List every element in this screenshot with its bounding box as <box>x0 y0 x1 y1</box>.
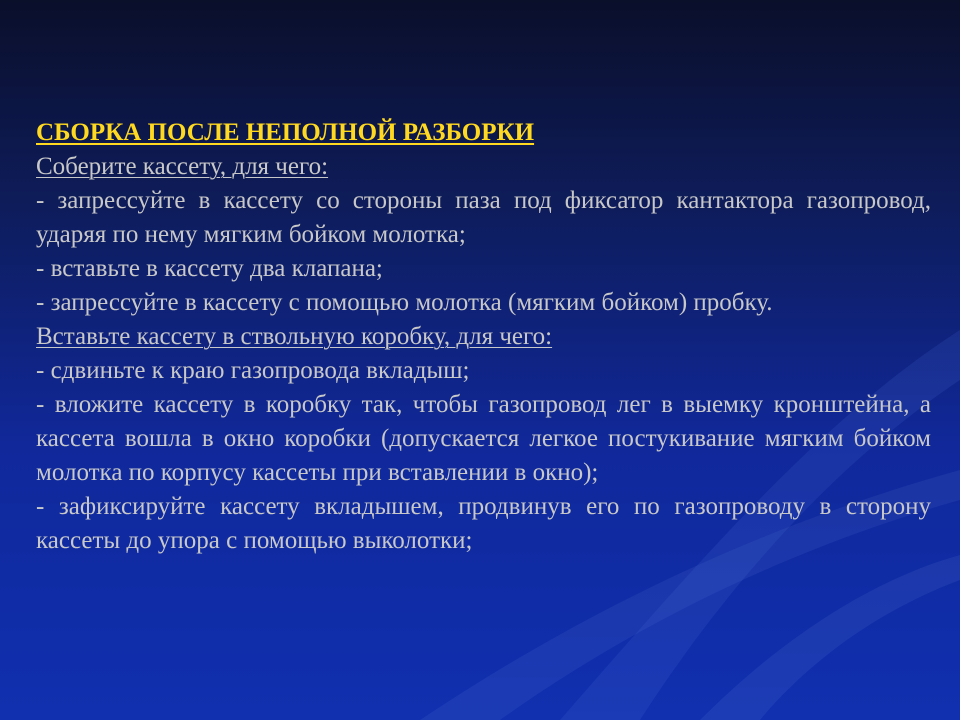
instruction-item: - запрессуйте в кассету с помощью молотка (мягким бойком) пробку. <box>36 289 773 316</box>
section-heading-cassette-assembly: Соберите кассету, для чего: <box>36 153 329 180</box>
slide-title: СБОРКА ПОСЛЕ НЕПОЛНОЙ РАЗБОРКИ <box>36 119 535 146</box>
instruction-item: - вставьте в кассету два клапана; <box>36 255 383 282</box>
instruction-item: - сдвиньте к краю газопровода вкладыш; <box>36 357 470 384</box>
instruction-item: - запрессуйте в кассету со стороны паза под фиксатор кантактора газопровод, ударяя по нему мягким бойком молотка; <box>36 187 931 248</box>
instruction-item: - вложите кассету в коробку так, чтобы газопровод лег в выемку кронштейна, а кассета вошла в окно коробки (допускается легкое постукивание мягким бойком молотка по корпусу кассеты при вставлении в окно); <box>36 391 931 486</box>
instruction-item: - зафиксируйте кассету вкладышем, продвинув его по газопроводу в сторону кассеты до упора с помощью выколотки; <box>36 493 931 554</box>
slide-content <box>36 116 931 558</box>
section-heading-insert-cassette: Вставьте кассету в ствольную коробку, для чего: <box>36 323 553 350</box>
